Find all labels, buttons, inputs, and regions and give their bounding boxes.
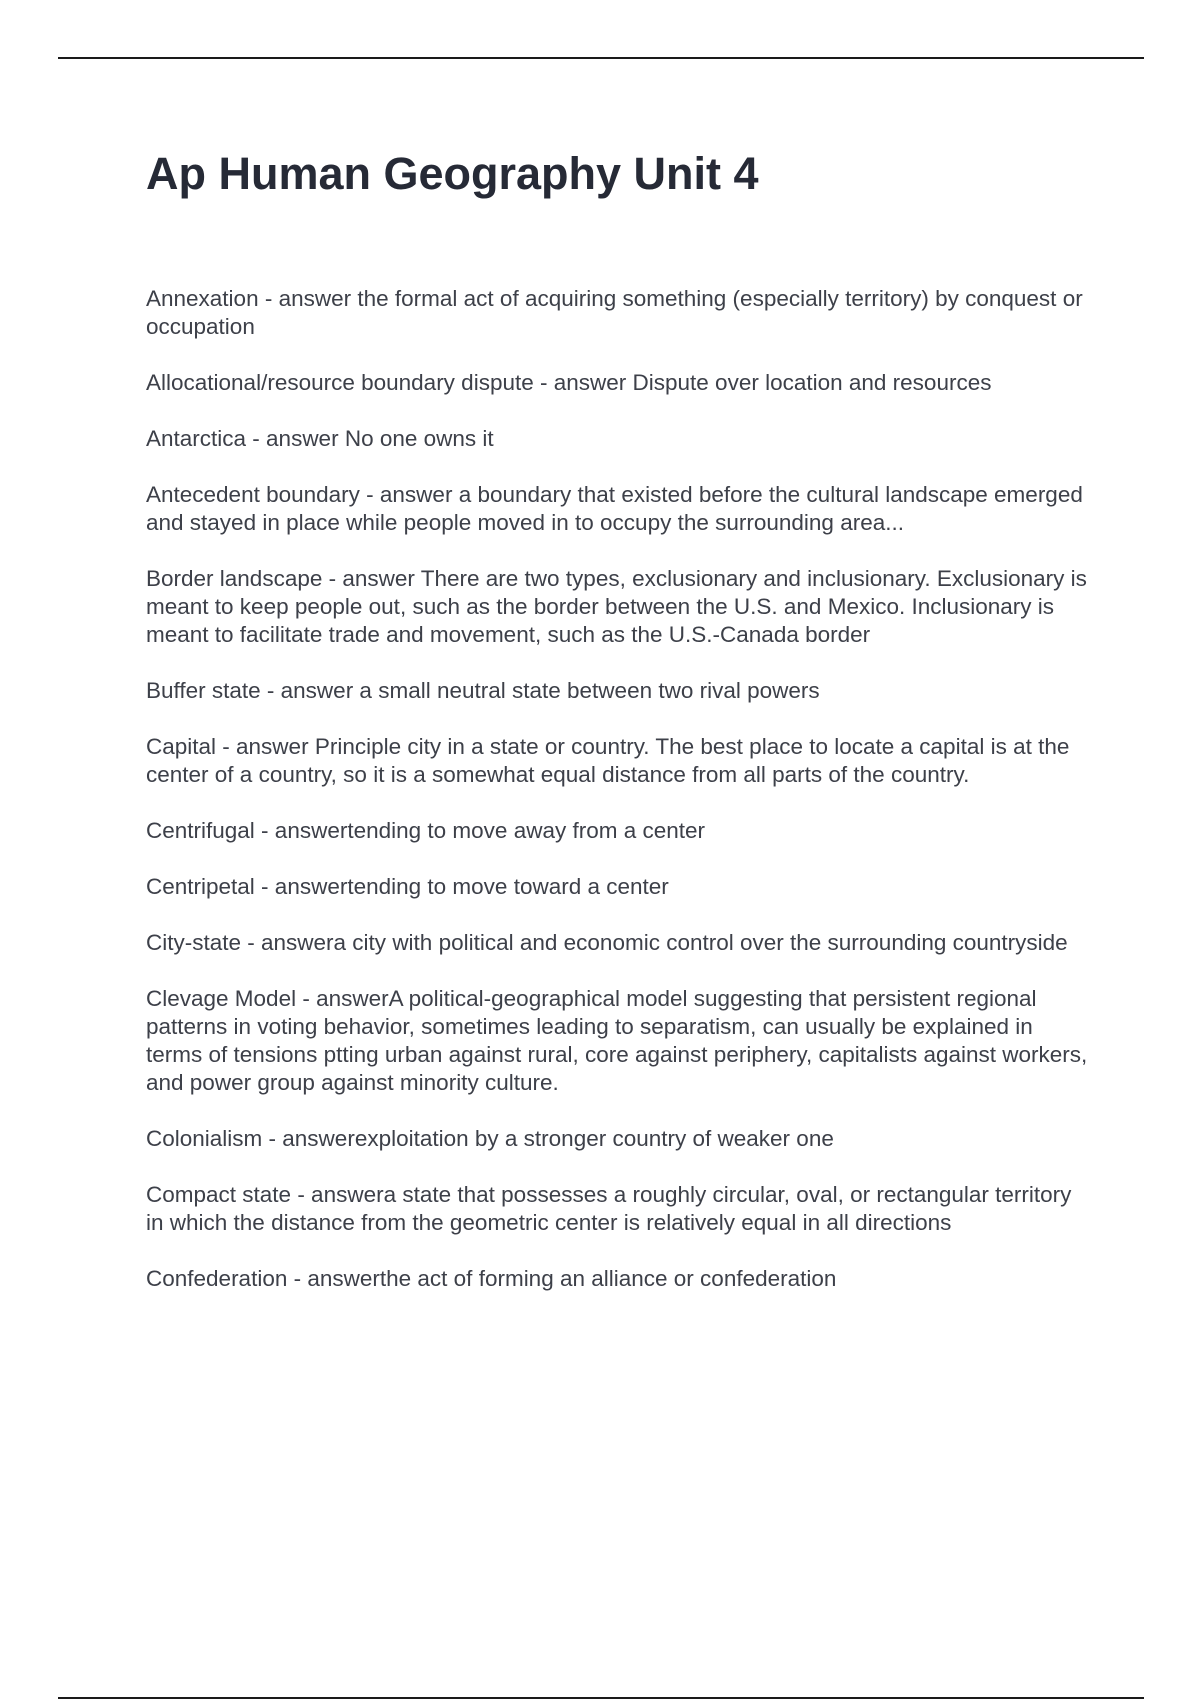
entry-confederation: Confederation - answerthe act of forming an alliance or confederation	[146, 1266, 837, 1291]
bottom-divider	[58, 1697, 1144, 1699]
entry-antecedent-boundary: Antecedent boundary - answer a boundary that existed before the cultural landscape emerged and stayed in place while people moved in to occupy the surrounding area...	[146, 482, 1083, 535]
top-divider	[58, 57, 1144, 59]
entry-antarctica: Antarctica - answer No one owns it	[146, 426, 494, 451]
entry-centrifugal: Centrifugal - answertending to move away from a center	[146, 818, 706, 843]
entry-annexation: Annexation - answer the formal act of acquiring something (especially territory) by conquest or occupation	[146, 286, 1083, 339]
entry-city-state: City-state - answera city with political and economic control over the surrounding countryside	[146, 930, 1068, 955]
entry-clevage-model: Clevage Model - answerA political-geographical model suggesting that persistent regional patterns in voting behavior, sometimes leading to separatism, can usually be explained in terms of tensions ptting urban against rural, core against periphery, capitalists against workers, and power group against minority culture.	[146, 986, 1088, 1095]
entry-capital: Capital - answer Principle city in a state or country. The best place to locate a capital is at the center of a country, so it is a somewhat equal distance from all parts of the country.	[146, 734, 1070, 787]
document-title: Ap Human Geography Unit 4	[146, 148, 759, 199]
entry-border-landscape: Border landscape - answer There are two types, exclusionary and inclusionary. Exclusionary is meant to keep people out, such as the border between the U.S. and Mexico. Inclusionary is meant to facilitate trade and movement, such as the U.S.-Canada border	[146, 566, 1087, 647]
entry-buffer-state: Buffer state - answer a small neutral state between two rival powers	[146, 678, 820, 703]
entry-allocational-boundary-dispute: Allocational/resource boundary dispute - answer Dispute over location and resources	[146, 370, 992, 395]
entry-list	[146, 285, 1090, 1293]
entry-colonialism: Colonialism - answerexploitation by a stronger country of weaker one	[146, 1126, 834, 1151]
entry-centripetal: Centripetal - answertending to move toward a center	[146, 874, 669, 899]
entry-compact-state: Compact state - answera state that possesses a roughly circular, oval, or rectangular territory in which the distance from the geometric center is relatively equal in all directions	[146, 1182, 1072, 1235]
document-content	[146, 140, 1090, 1321]
